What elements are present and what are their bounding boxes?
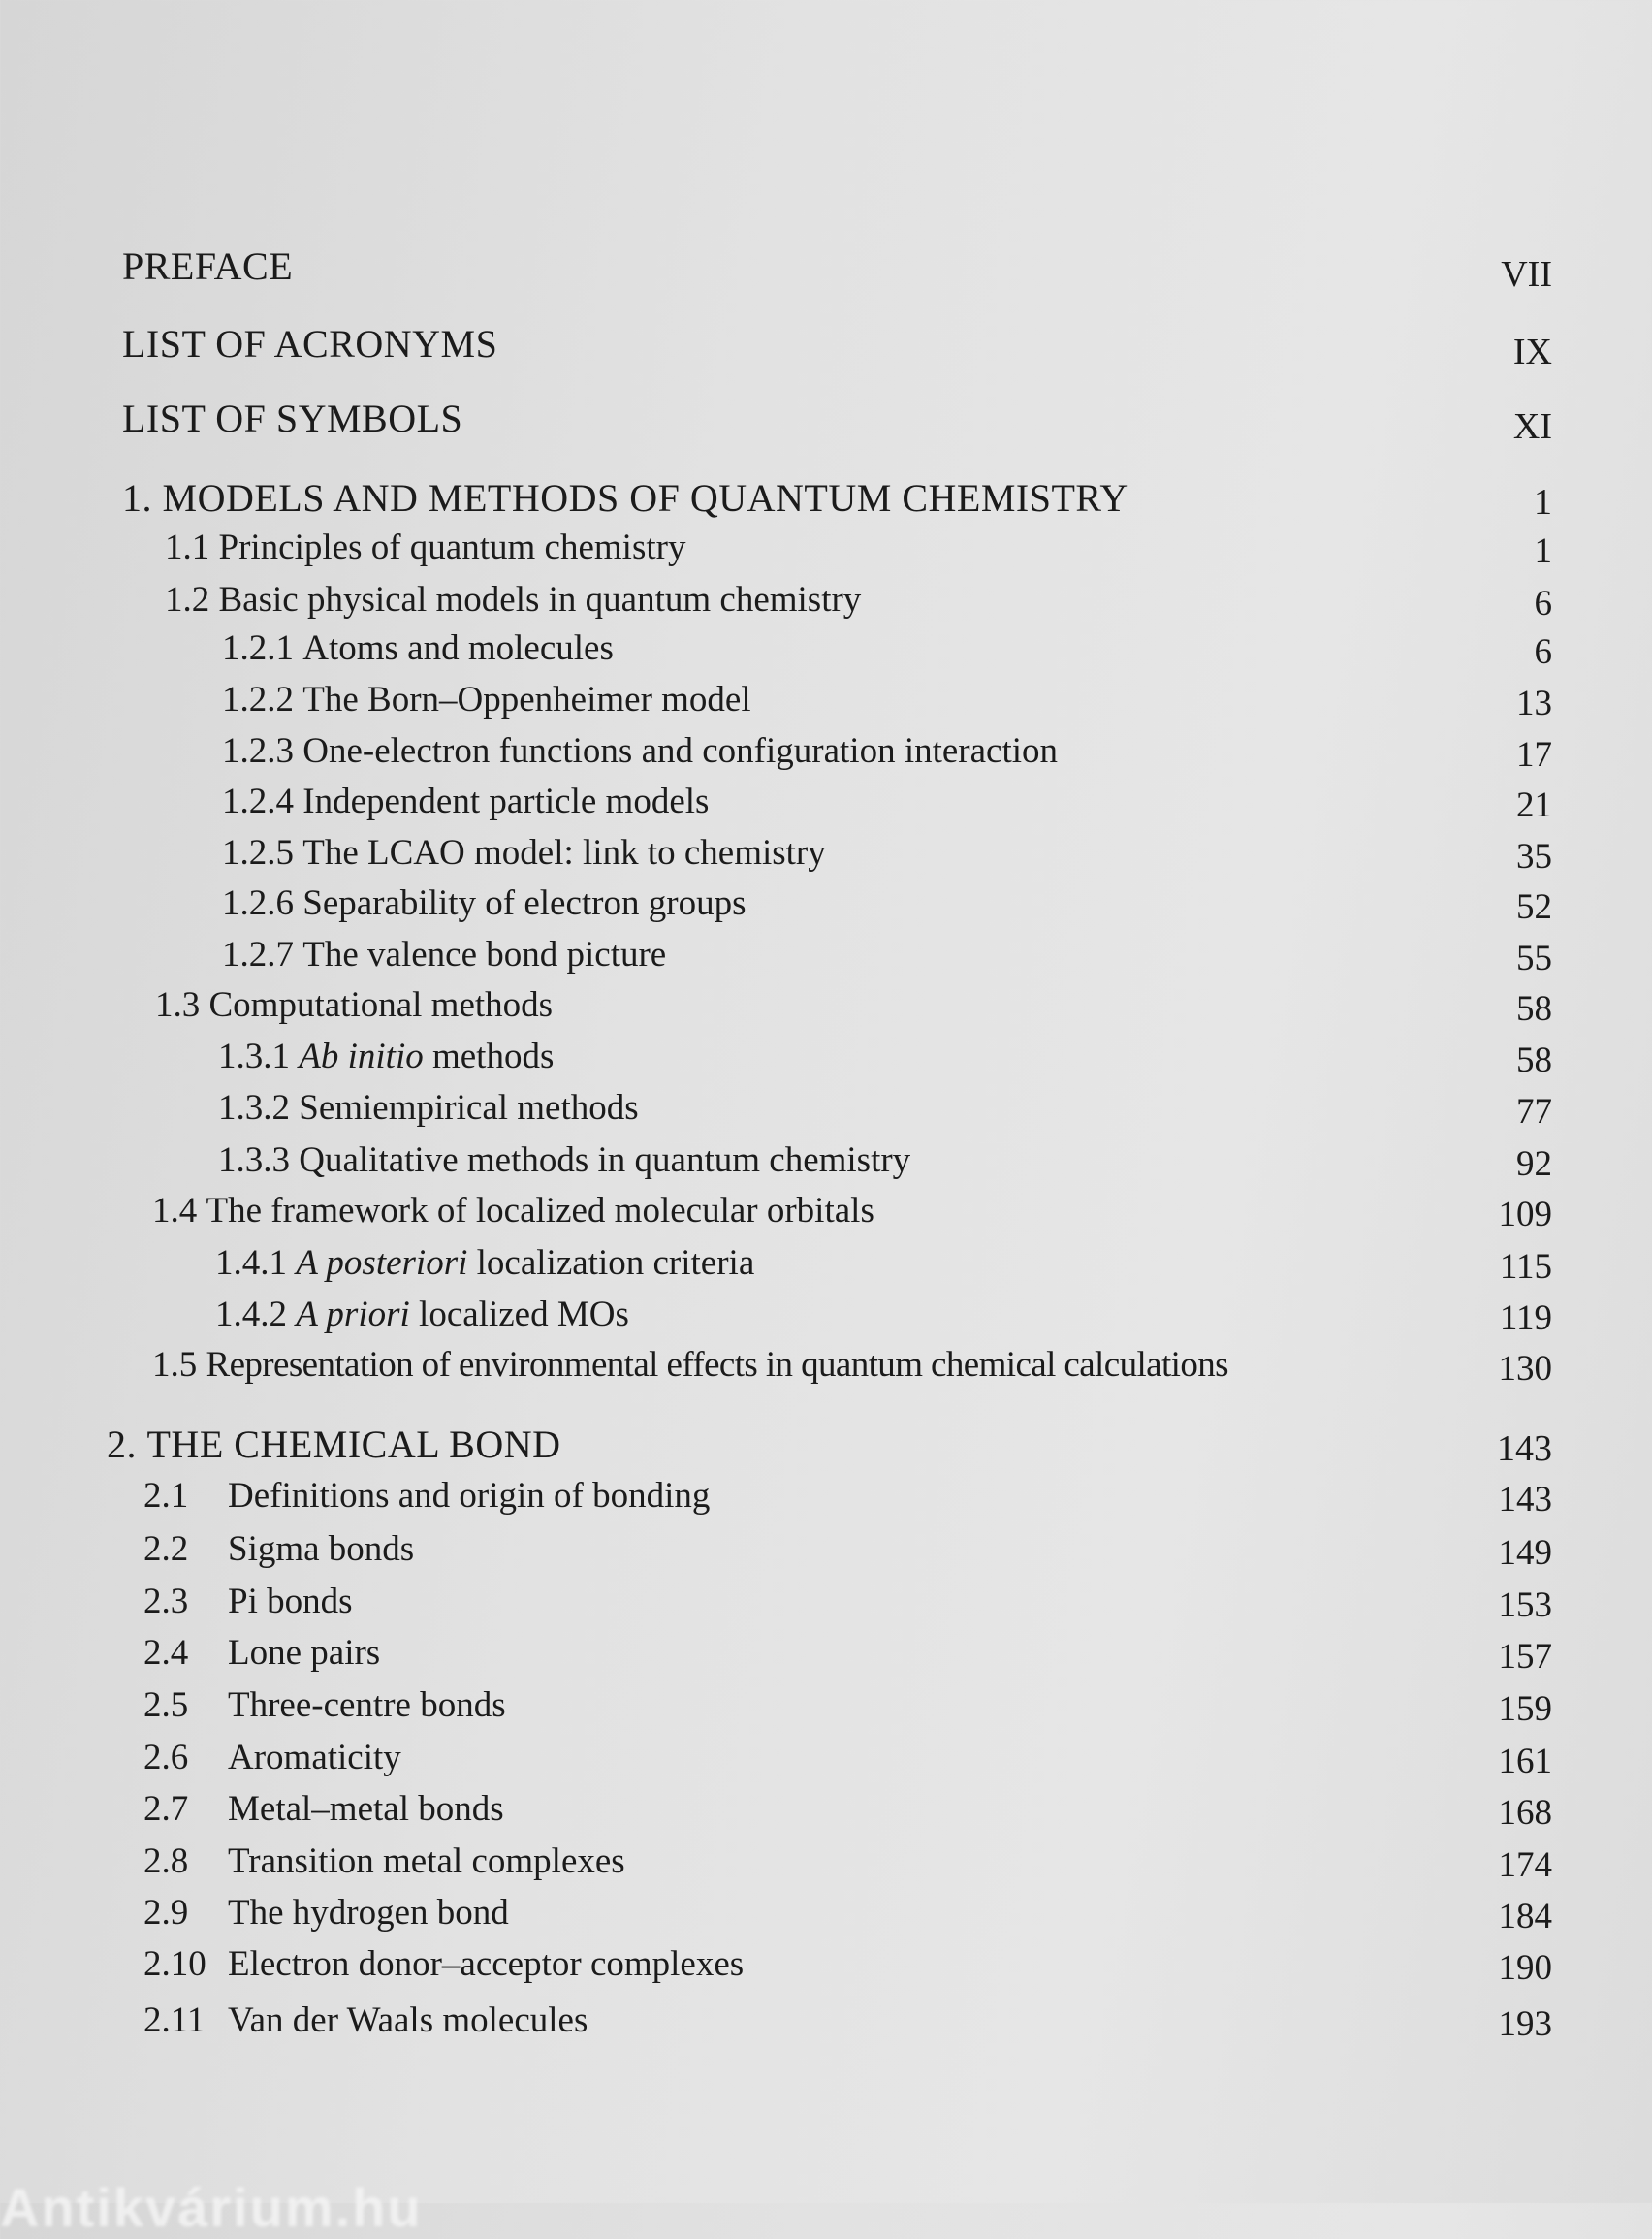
toc-entry [143, 1838, 1445, 1886]
entry-title: Electron donor–acceptor complexes [228, 1944, 745, 1984]
page-number: 168 [1498, 1793, 1552, 1833]
watermark: Antikvárium.hu [0, 2177, 423, 2238]
page-number: 58 [1516, 989, 1552, 1029]
entry-title-rest: localization criteria [467, 1243, 755, 1283]
entry-title: Van der Waals molecules [228, 2000, 588, 2040]
page-number: 109 [1498, 1195, 1552, 1234]
entry-number: 1.4.1 [215, 1243, 287, 1283]
entry-number: 1.2.1 [222, 628, 294, 668]
page-number: 193 [1498, 2004, 1552, 2044]
entry-number: 1.2 [165, 580, 210, 620]
toc-entry [155, 981, 1445, 1030]
toc-entry [143, 1578, 1445, 1626]
page-number: 6 [1534, 632, 1552, 672]
page-number: IX [1512, 332, 1552, 372]
entry-title: Three-centre bonds [228, 1685, 506, 1725]
toc-entry [218, 1136, 1445, 1185]
entry-number: 2.4 [143, 1633, 189, 1673]
page-number: 17 [1516, 735, 1552, 775]
toc-entry [215, 1291, 1445, 1339]
toc-entry [143, 1525, 1445, 1574]
entry-title: LIST OF SYMBOLS [122, 397, 463, 440]
entry-title-italic: Ab initio [299, 1037, 424, 1076]
entry-title: Aromaticity [228, 1738, 401, 1777]
entry-number: 1.5 [152, 1345, 198, 1385]
entry-title: Atoms and molecules [302, 628, 614, 668]
toc-entry [122, 242, 1445, 291]
page-number: 13 [1516, 684, 1552, 723]
toc-entry [222, 829, 1445, 878]
page-number: 6 [1534, 584, 1552, 624]
entry-title-italic: A posteriori [296, 1243, 468, 1283]
page-number: 184 [1498, 1897, 1552, 1936]
entry-title: The Born–Oppenheimer model [302, 680, 751, 720]
entry-title-rest: localized MOs [409, 1295, 629, 1334]
page-number: 58 [1516, 1040, 1552, 1080]
entry-number: 2. [107, 1423, 137, 1466]
entry-number: 1.2.4 [222, 782, 294, 821]
entry-title: THE CHEMICAL BOND [146, 1423, 561, 1466]
entry-title: LIST OF ACRONYMS [122, 322, 498, 366]
toc-entry [107, 1421, 1445, 1469]
entry-title: Separability of electron groups [302, 883, 747, 923]
entry-number: 1.3 [155, 985, 201, 1025]
entry-number: 1.2.3 [222, 731, 294, 771]
toc-entry [143, 1629, 1445, 1678]
entry-number: 1.3.1 [218, 1037, 290, 1076]
entry-title: Sigma bonds [228, 1529, 415, 1569]
entry-title: Lone pairs [228, 1633, 381, 1673]
entry-title: Metal–metal bonds [228, 1789, 504, 1829]
entry-number: 2.9 [143, 1893, 189, 1933]
entry-title: Transition metal complexes [228, 1841, 625, 1881]
toc-entry [122, 474, 1445, 523]
entry-title: Qualitative methods in quantum chemistry [299, 1140, 911, 1180]
page-number: 55 [1516, 939, 1552, 978]
toc-entry [222, 624, 1445, 673]
toc-entry [218, 1033, 1445, 1081]
toc-entry [143, 1889, 1445, 1937]
toc-entry [222, 727, 1445, 776]
toc-entry [222, 931, 1445, 979]
entry-number: 1.4.2 [215, 1295, 287, 1334]
page-number: 174 [1498, 1845, 1552, 1885]
entry-title: The LCAO model: link to chemistry [302, 833, 826, 873]
entry-number: 2.11 [143, 2000, 206, 2040]
toc-entry [143, 1997, 1445, 2045]
toc-entry [122, 320, 1445, 368]
entry-number: 2.10 [143, 1944, 206, 1984]
entry-title: MODELS AND METHODS OF QUANTUM CHEMISTRY [162, 476, 1128, 520]
page-number: 52 [1516, 887, 1552, 927]
entry-number: 2.3 [143, 1582, 189, 1621]
entry-number: 1.2.2 [222, 680, 294, 720]
entry-title [296, 1239, 760, 1288]
page-number: 153 [1498, 1585, 1552, 1625]
entry-title: The framework of localized molecular orbitals [206, 1191, 874, 1231]
page-number: 149 [1498, 1533, 1552, 1573]
entry-number: 1.2.7 [222, 935, 294, 975]
toc-entry [143, 1940, 1445, 1989]
page-number: 77 [1516, 1092, 1552, 1132]
entry-title: Computational methods [208, 985, 554, 1025]
toc-entry [165, 524, 1445, 572]
entry-title: The valence bond picture [302, 935, 667, 975]
toc-entry [165, 576, 1445, 624]
toc-entry [143, 1785, 1445, 1834]
page-number: 35 [1516, 837, 1552, 877]
entry-number: 2.5 [143, 1685, 189, 1725]
page-number: 159 [1498, 1689, 1552, 1729]
entry-title: Independent particle models [302, 782, 710, 821]
entry-title: Pi bonds [228, 1582, 353, 1621]
page-number: 161 [1498, 1742, 1552, 1781]
page-number: 143 [1498, 1480, 1552, 1519]
page-number: 119 [1499, 1298, 1552, 1338]
toc-entry [222, 778, 1445, 826]
entry-number: 1.2.5 [222, 833, 294, 873]
entry-title [299, 1033, 559, 1081]
entry-title [296, 1291, 635, 1339]
entry-title: The hydrogen bond [228, 1893, 509, 1933]
page-number: 190 [1498, 1948, 1552, 1988]
entry-title: Semiempirical methods [299, 1088, 639, 1128]
entry-number: 1.3.2 [218, 1088, 290, 1128]
page-number: VII [1501, 254, 1552, 295]
page-number: XI [1512, 406, 1552, 447]
toc-entry [222, 880, 1445, 928]
entry-number: 1.2.6 [222, 883, 294, 923]
page-number: 115 [1499, 1247, 1552, 1287]
page-number: 143 [1497, 1428, 1552, 1469]
page-number: 92 [1516, 1144, 1552, 1184]
toc-entry [143, 1681, 1445, 1730]
toc-entry [143, 1734, 1445, 1782]
entry-number: 2.7 [143, 1789, 189, 1829]
entry-number: 1.1 [165, 528, 210, 567]
entry-title: Principles of quantum chemistry [218, 528, 686, 567]
entry-title-rest: methods [423, 1037, 555, 1076]
toc-entry [222, 676, 1445, 724]
entry-number: 1.4 [152, 1191, 198, 1231]
entry-title: Basic physical models in quantum chemistry [218, 580, 862, 620]
entry-number: 2.6 [143, 1738, 189, 1777]
page-number: 130 [1498, 1349, 1552, 1389]
page-number: 1 [1534, 531, 1552, 571]
entry-number: 2.8 [143, 1841, 189, 1881]
entry-number: 2.1 [143, 1476, 189, 1516]
toc-entry [122, 395, 1445, 443]
entry-title: Representation of environmental effects in quantum chemical calculations [206, 1345, 1228, 1385]
entry-title: PREFACE [122, 244, 294, 288]
entry-title-italic: A priori [296, 1295, 410, 1334]
toc-entry [215, 1239, 1445, 1288]
entry-title: One-electron functions and configuration interaction [302, 731, 1059, 771]
entry-number: 1.3.3 [218, 1140, 290, 1180]
entry-number: 2.2 [143, 1529, 189, 1569]
page-number: 1 [1534, 482, 1552, 523]
page-number: 157 [1498, 1637, 1552, 1677]
toc-entry [152, 1187, 1445, 1235]
toc-entry [218, 1084, 1445, 1133]
toc-entry [152, 1341, 1445, 1390]
entry-number: 1. [122, 476, 152, 520]
toc-entry [143, 1472, 1445, 1520]
entry-title: Definitions and origin of bonding [228, 1476, 711, 1516]
page-number: 21 [1516, 785, 1552, 825]
